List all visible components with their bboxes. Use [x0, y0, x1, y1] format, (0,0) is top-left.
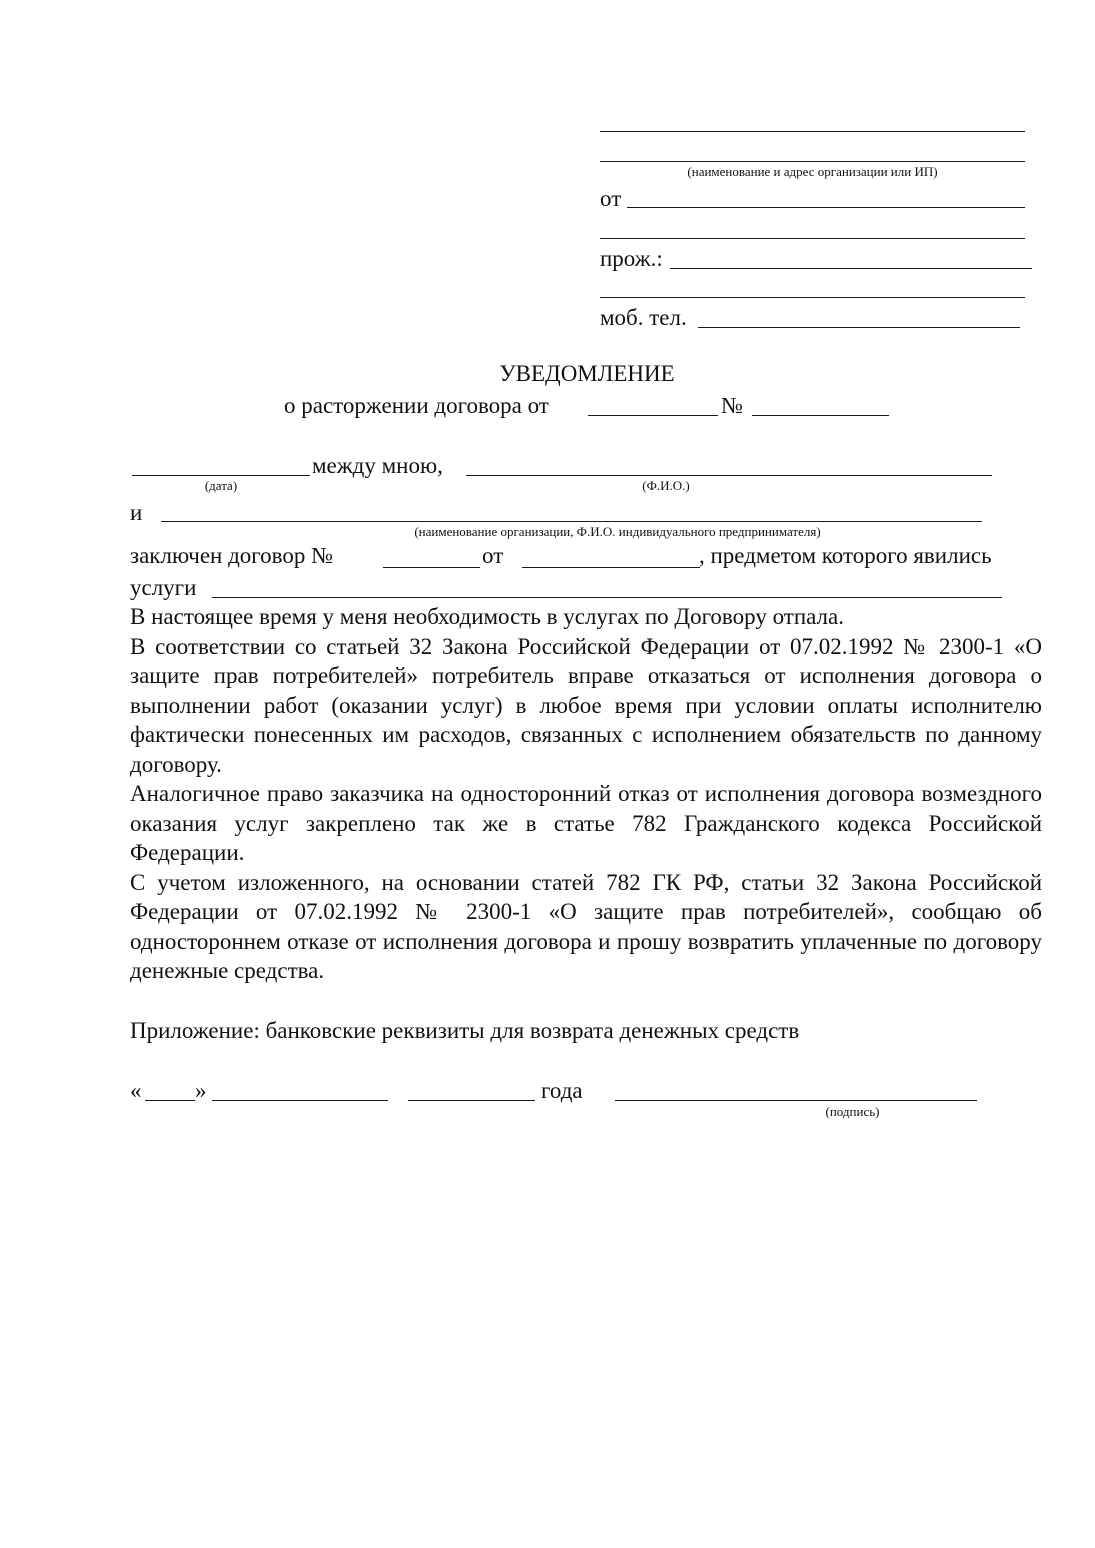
- signature-caption: (подпись): [825, 1104, 880, 1119]
- signature-line[interactable]: [615, 1100, 977, 1101]
- between-label: между мною,: [312, 453, 443, 478]
- contract-concluded-label: заключен договор №: [130, 543, 334, 568]
- residence-line[interactable]: [670, 268, 1032, 269]
- contract-date-line[interactable]: [588, 415, 718, 416]
- contract-from-line[interactable]: [522, 567, 700, 568]
- fio-line[interactable]: [466, 475, 992, 476]
- attachment-note: Приложение: банковские реквизиты для возврата денежных средств: [130, 1018, 800, 1043]
- organization-caption: (наименование организации, Ф.И.О. индивидуального предпринимателя): [414, 524, 821, 539]
- paragraph-1: В настоящее время у меня необходимость в услугах по Договору отпала.: [130, 604, 844, 629]
- phone-line[interactable]: [698, 327, 1020, 328]
- residence-line-2[interactable]: [600, 297, 1025, 298]
- contract-from-label: от: [482, 543, 504, 568]
- quote-close: »: [195, 1078, 207, 1103]
- date-line[interactable]: [132, 475, 310, 476]
- phone-label: моб. тел.: [600, 305, 687, 330]
- from-line[interactable]: [627, 207, 1025, 208]
- quote-open: «: [130, 1078, 142, 1103]
- organization-line[interactable]: [161, 521, 982, 522]
- services-label: услуги: [130, 575, 197, 600]
- day-line[interactable]: [145, 1100, 195, 1101]
- paragraph-4: С учетом изложенного, на основании статей 782 ГК РФ, статьи 32 Закона Российской Федерации от 07.02.1992 № 2300-1 «О защите прав потребителей», сообщаю об одностороннем отказе от исполнения договора и прошу возвратить уплаченные по договору денежные средства.: [130, 869, 1042, 983]
- paragraph-2: В соответствии со статьей 32 Закона Российской Федерации от 07.02.1992 № 2300-1 «О защите прав потребителей» потребитель вправе отказаться от исполнения договора о выполнении работ (оказании услуг) в любое время при условии оплаты исполнителю фактически понесенных им расходов, связанных с исполнением обязательств по данному договору.: [130, 633, 1042, 777]
- org-caption: (наименование и адрес организации или ИП): [687, 164, 938, 179]
- document-subtitle: о расторжении договора от: [284, 393, 549, 418]
- paragraph-3: Аналогичное право заказчика на односторонний отказ от исполнения договора возмездного оказания услуг закреплено так же в статье 782 Гражданского кодекса Российской Федерации.: [130, 781, 1042, 865]
- contract-no-line[interactable]: [383, 567, 480, 568]
- document-title: УВЕДОМЛЕНИЕ: [499, 361, 675, 386]
- fio-caption: (Ф.И.О.): [642, 478, 690, 493]
- org-line-1[interactable]: [600, 131, 1025, 132]
- contract-number-line[interactable]: [752, 415, 889, 416]
- date-caption: (дата): [204, 478, 238, 493]
- from-label: от: [600, 186, 622, 211]
- year-label: года: [541, 1078, 583, 1103]
- org-line-2[interactable]: [600, 161, 1025, 162]
- contract-subject-label: , предметом которого явились: [699, 543, 992, 568]
- and-label: и: [130, 500, 143, 525]
- from-line-2[interactable]: [600, 238, 1025, 239]
- body-text: [130, 602, 1042, 986]
- services-line[interactable]: [212, 597, 1002, 598]
- number-sign: №: [721, 393, 743, 418]
- month-line[interactable]: [212, 1100, 388, 1101]
- year-line[interactable]: [408, 1100, 535, 1101]
- residence-label: прож.:: [600, 246, 663, 271]
